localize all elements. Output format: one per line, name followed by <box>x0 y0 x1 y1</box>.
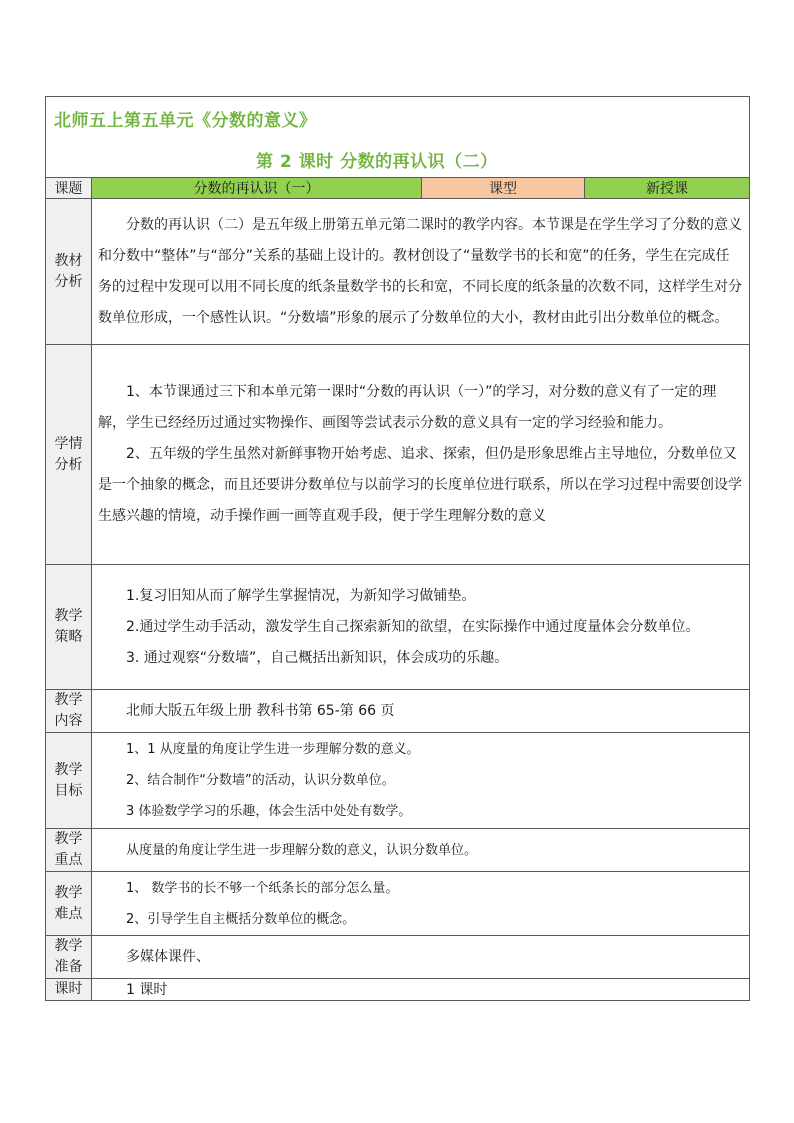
content-label: 教学 内容 <box>46 690 92 733</box>
strategy-row <box>46 565 750 690</box>
student-analysis-text: 1、本节课通过三下和本单元第一课时“分数的再认识（一）”的学习，对分数的意义有了一定的理解，学生已经经历过通过实物操作、画图等尝试表示分数的意义具有一定的学习经验和能力。 2、五年级的学生虽然对新鲜事物开始考虑、追求、探索，但仍是形象思维占主导地位，分数单位又是一个抽象的概念，而且还要讲分数单位与以前学习的长度单位进行联系，所以在学习过程中需要创设学生感兴趣的情境，动手操作画一画等直观手段，便于学生理解分数的意义 <box>92 345 750 565</box>
student-analysis-row <box>46 345 750 565</box>
content-text: 北师大版五年级上册 教科书第 65-第 66 页 <box>92 690 750 733</box>
goals-text: 1、1 从度量的角度让学生进一步理解分数的意义。 2、结合制作“分数墙”的活动，认识分数单位。 3 体验数学学习的乐趣，体会生活中处处有数学。 <box>92 733 750 829</box>
preparation-text: 多媒体课件、 <box>92 936 750 979</box>
textbook-analysis-row <box>46 199 750 345</box>
strategy-text: 1.复习旧知从而了解学生掌握情况，为新知学习做铺垫。 2.通过学生动手活动，激发学生自己探索新知的欲望，在实际操作中通过度量体会分数单位。 3. 通过观察“分数墙”，自己概括出新知识，体会成功的乐趣。 <box>92 565 750 690</box>
key-points-row <box>46 829 750 872</box>
difficulties-label: 教学 难点 <box>46 872 92 936</box>
textbook-analysis-label: 教材 分析 <box>46 199 92 345</box>
hours-label: 课时 <box>46 979 92 1001</box>
title-cell <box>46 97 750 178</box>
type-value: 新授课 <box>585 178 750 199</box>
lesson-plan-table <box>45 96 750 1001</box>
topic-label: 课题 <box>46 178 92 199</box>
preparation-row <box>46 936 750 979</box>
topic-value: 分数的再认识（一） <box>92 178 422 199</box>
key-points-text: 从度量的角度让学生进一步理解分数的意义，认识分数单位。 <box>92 829 750 872</box>
textbook-analysis-text: 分数的再认识（二）是五年级上册第五单元第二课时的教学内容。本节课是在学生学习了分数的意义和分数中“整体”与“部分”关系的基础上设计的。教材创设了“量数学书的长和宽”的任务，学生在完成任务的过程中发现可以用不同长度的纸条量数学书的长和宽，不同长度的纸条量的次数不同，这样学生对分数单位形成，一个感性认识。“分数墙”形象的展示了分数单位的大小，教材由此引出分数单位的概念。 <box>92 199 750 345</box>
key-points-label: 教学 重点 <box>46 829 92 872</box>
preparation-label: 教学 准备 <box>46 936 92 979</box>
hours-row <box>46 979 750 1001</box>
difficulties-text: 1、 数学书的长不够一个纸条长的部分怎么量。 2、引导学生自主概括分数单位的概念。 <box>92 872 750 936</box>
goals-label: 教学 目标 <box>46 733 92 829</box>
lesson-title: 第 2 课时 分数的再认识（二） <box>256 152 498 172</box>
hours-text: 1 课时 <box>92 979 750 1001</box>
content-row <box>46 690 750 733</box>
series-title: 北师五上第五单元《分数的意义》 <box>54 111 317 131</box>
type-label: 课型 <box>422 178 585 199</box>
student-analysis-label: 学情 分析 <box>46 345 92 565</box>
goals-row <box>46 733 750 829</box>
lesson-plan-sheet <box>45 96 749 1001</box>
strategy-label: 教学 策略 <box>46 565 92 690</box>
meta-row <box>46 178 750 199</box>
difficulties-row <box>46 872 750 936</box>
